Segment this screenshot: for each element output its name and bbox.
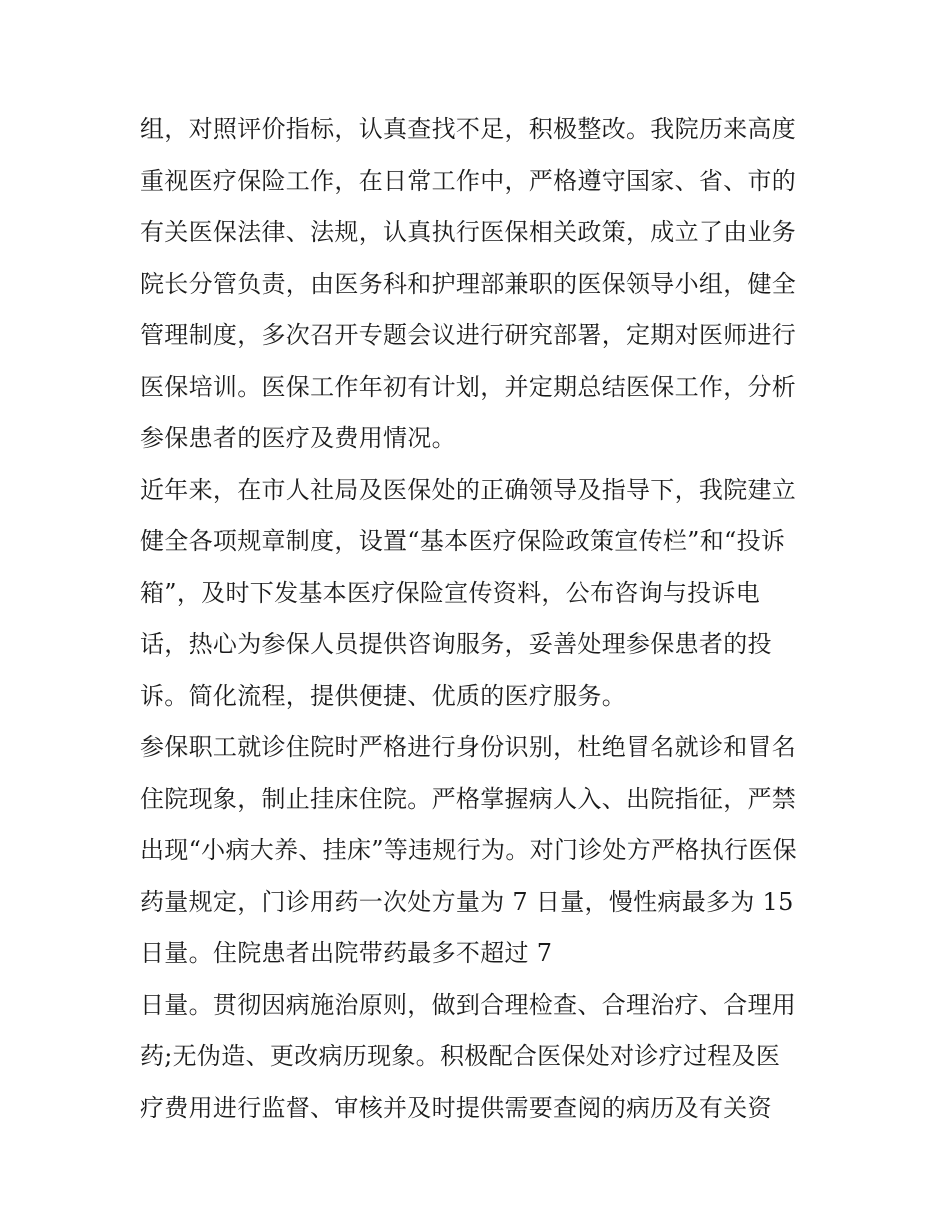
text-line: 医保培训。医保工作年初有计划，并定期总结医保工作，分析	[140, 372, 797, 401]
text-line: 近年来，在市人社局及医保处的正确领导及指导下，我院建立	[140, 475, 797, 504]
text-line: 健全各项规章制度，设置“基本医疗保险政策宣传栏”和“投诉	[140, 527, 786, 555]
text-line: 药;无伪造、更改病历现象。积极配合医保处对诊疗过程及医	[140, 1042, 781, 1070]
text-line: 组，对照评价指标，认真查找不足，积极整改。我院历来高度	[140, 115, 797, 143]
text-line: 参保职工就诊住院时严格进行身份识别，杜绝冒名就诊和冒名	[140, 733, 797, 761]
text-line: 管理制度，多次召开专题会议进行研究部署，定期对医师进行	[140, 321, 797, 349]
text-line: 出现“小病大养、挂床”等违规行为。对门诊处方严格执行医保	[140, 836, 797, 864]
text-line: 院长分管负责，由医务科和护理部兼职的医保领导小组，健全	[140, 269, 797, 298]
text-line: 诉。简化流程，提供便捷、优质的医疗服务。	[140, 681, 626, 710]
text-line: 日量。住院患者出院带药最多不超过 7	[140, 939, 553, 967]
text-line: 日量。贯彻因病施治原则，做到合理检查、合理治疗、合理用	[140, 990, 797, 1019]
text-line: 有关医保法律、法规，认真执行医保相关政策，成立了由业务	[140, 218, 797, 246]
document-body	[140, 104, 820, 1134]
text-line: 住院现象，制止挂床住院。严格掌握病人入、出院指征，严禁	[140, 784, 797, 813]
text-line: 箱”，及时下发基本医疗保险宣传资料，公布咨询与投诉电	[140, 578, 761, 607]
text-line: 话，热心为参保人员提供咨询服务，妥善处理参保患者的投	[140, 630, 772, 658]
text-line: 药量规定，门诊用药一次处方量为 7 日量，慢性病最多为 15	[140, 887, 794, 916]
text-line: 重视医疗保险工作，在日常工作中，严格遵守国家、省、市的	[140, 166, 797, 195]
text-line: 参保患者的医疗及费用情况。	[140, 424, 456, 452]
text-line: 疗费用进行监督、审核并及时提供需要查阅的病历及有关资	[140, 1093, 772, 1122]
